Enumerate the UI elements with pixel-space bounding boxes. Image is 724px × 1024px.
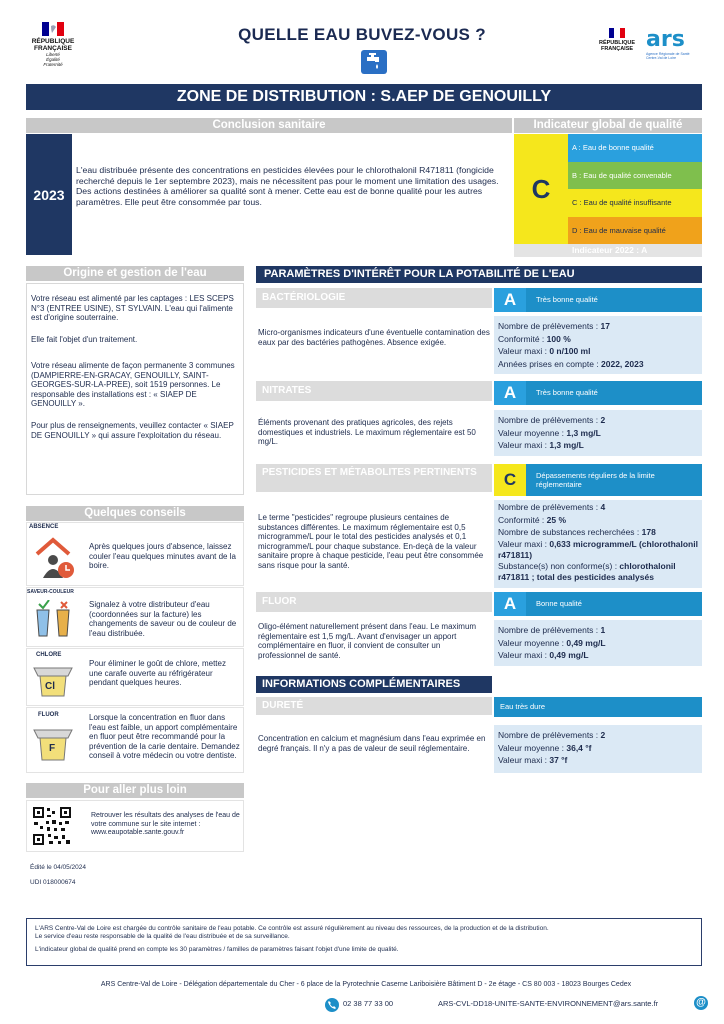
republique-line2: FRANÇAISE xyxy=(34,45,72,52)
motto-3: Fraternité xyxy=(43,62,63,67)
chlore-icon-letters: Cl xyxy=(45,681,55,692)
udi-code: UDI 018000674 xyxy=(30,879,76,886)
pesticides-title: PESTICIDES ET MÉTABOLITES PERTINENTS xyxy=(256,464,492,492)
tip-saveur-text: Signalez à votre distributeur d'eau (coordonnées sur la facture) les changements de saveur ou de couleur de l'eau distribuée. xyxy=(89,600,237,638)
marianne-small-icon xyxy=(609,28,625,38)
pesticides-line-4: Valeur maxi : 0,633 microgramme/L (chlorothalonil r471811) xyxy=(498,538,698,560)
further-header: Pour aller plus loin xyxy=(26,783,244,798)
tip-chlore-text: Pour éliminer le goût de chlore, mettez une carafe ouverte au réfrigérateur pendant quelques heures. xyxy=(89,659,226,687)
edited-date: Édité le 04/05/2024 xyxy=(30,864,87,871)
ars-logo-text: ars xyxy=(646,27,685,52)
tip-saveur-label: SAVEUR-COULEUR xyxy=(27,589,74,595)
nitrates-title: NITRATES xyxy=(256,381,492,401)
logo-republique-right xyxy=(596,28,638,52)
fluor-icon-letter: F xyxy=(49,743,56,754)
qr-code-icon[interactable] xyxy=(32,806,72,846)
tip-chlore-label: CHLORE xyxy=(36,652,62,658)
phone-icon xyxy=(325,998,339,1012)
fluor-description: Oligo-élément naturellement présent dans l'eau. Le maximum réglementaire est 1,5 mg/L. Avant d'envisager un apport complémentaire en fluor, il convient de consulter un professionnel de santé. xyxy=(258,622,477,660)
origin-p4: Pour plus de renseignements, veuillez contacter « SIAEP DE GENOUILLY » qui assure l'exploitation du réseau. xyxy=(31,421,234,440)
fluor-line-1: Nombre de prélèvements : 1 xyxy=(498,625,606,635)
fluor-values xyxy=(494,620,702,666)
bacterio-grade-box xyxy=(494,288,526,312)
ars-logo-subtext: Agence Régionale de Santé Centre-Val de Loire xyxy=(646,52,690,60)
bacterio-qualifier: Très bonne qualité xyxy=(526,288,702,312)
house-clock-icon xyxy=(33,534,77,580)
tip-fluor-text: Lorsque la concentration en fluor dans l'eau est faible, un apport complémentaire en fluor peut être recommandé pour la prévention de la carie dentaire. Demandez conseil à votre médecin ou votre dentiste. xyxy=(89,713,240,760)
tip-absence-label: ABSENCE xyxy=(29,524,59,530)
complementary-header: INFORMATIONS COMPLÉMENTAIRES xyxy=(256,676,492,693)
pesticides-line-5: Substance(s) non conforme(s) : chlorothalonil r471811 ; total des pesticides analysés xyxy=(498,560,676,582)
footer-line-2: Le service d'eau reste responsable de la qualité de l'eau distribuée et de sa surveillance. xyxy=(35,933,290,940)
indicator-legend xyxy=(568,134,702,244)
fluor-qualifier: Bonne qualité xyxy=(526,592,702,616)
pesticides-line-1: Nombre de prélèvements : 4 xyxy=(498,502,606,512)
legend-b-label: B : Eau de qualité convenable xyxy=(572,170,672,180)
indicator-header: Indicateur global de qualité xyxy=(514,118,702,133)
durete-line-3: Valeur maxi : 37 °f xyxy=(498,755,568,765)
nitrates-line-1: Nombre de prélèvements : 2 xyxy=(498,415,606,425)
legend-b xyxy=(568,162,702,190)
bacterio-grade: A xyxy=(503,290,517,309)
bacterio-description: Micro-organismes indicateurs d'une éventuelle contamination des eaux par des bactéries pathogènes. Absence exigée. xyxy=(258,328,490,347)
water-tap-icon xyxy=(361,50,387,74)
motto-2: Égalité xyxy=(46,57,60,62)
pesticides-grade: C xyxy=(503,470,517,489)
nitrates-description: Éléments provenant des pratiques agricoles, des rejets domestiques et industriels. Le maximum réglementaire est 50 mg/L. xyxy=(258,418,476,446)
bacterio-line-2: Conformité : 100 % xyxy=(498,333,571,344)
nitrates-line-2: Valeur moyenne : 1,3 mg/L xyxy=(498,427,601,438)
conclusion-text: L'eau distribuée présente des concentrations en pesticides élevées pour le chlorothalonil R471811 (fongicide recherché depuis le 1er septembre 2023), mais ne nécessitent pas pour le moment une limitation des usages. Des actions destinées à améliorer sa qualité sont à mener. Cette eau est de bonne qualité pour les autres paramètres. Elle peut être consommée par tous. xyxy=(76,165,499,207)
fluor-grade: A xyxy=(503,594,517,613)
conclusion-header: Conclusion sanitaire xyxy=(26,118,512,133)
conclusion-year: 2023 xyxy=(26,134,72,255)
footer-address: ARS Centre-Val de Loire - Délégation départementale du Cher - 6 place de la Pyrotechnie Caserne Lariboisière Bâtiment D - 2e étage - CS 80 003 - 18023 Bourges Cedex xyxy=(100,981,632,988)
legend-a-label: A : Eau de bonne qualité xyxy=(572,143,654,153)
footer-info-box xyxy=(26,918,702,966)
pesticides-qualifier: Dépassements réguliers de la limite réglementaire xyxy=(526,464,702,496)
indicator-grade-box xyxy=(514,134,568,244)
legend-a xyxy=(568,134,702,162)
legend-d-label: D : Eau de mauvaise qualité xyxy=(572,225,666,235)
tip-absence-text: Après quelques jours d'absence, laissez couler l'eau quelques minutes avant de la boire. xyxy=(89,542,236,570)
bacterio-line-1: Nombre de prélèvements : 17 xyxy=(498,321,610,331)
nitrates-qualifier: Très bonne qualité xyxy=(526,381,702,405)
durete-line-2: Valeur moyenne : 36,4 °f xyxy=(498,742,592,753)
footer-phone[interactable]: 02 38 77 33 00 xyxy=(343,999,394,1008)
nitrates-grade: A xyxy=(503,383,517,402)
footer-line-1: L'ARS Centre-Val de Loire est chargée du contrôle sanitaire de l'eau potable. Ce contrôle est assuré régulièrement au niveau des ressources, de la production et de la distribution. xyxy=(35,925,549,932)
tip-fluor-label: FLUOR xyxy=(38,712,59,718)
zone-title: ZONE DE DISTRIBUTION : S.AEP DE GENOUILLY xyxy=(26,84,702,110)
pesticides-grade-box xyxy=(494,464,526,496)
page-title: QUELLE EAU BUVEZ-VOUS ? xyxy=(238,25,486,44)
republique-line1: RÉPUBLIQUE xyxy=(31,38,75,45)
fluor-title: FLUOR xyxy=(256,592,492,612)
footer-email[interactable]: ARS-CVL-DD18-UNITE-SANTE-ENVIRONNEMENT@ars.sante.fr xyxy=(438,999,659,1008)
bacterio-line-3: Valeur maxi : 0 n/100 ml xyxy=(498,346,591,356)
origin-header: Origine et gestion de l'eau xyxy=(26,266,244,281)
nitrates-line-3: Valeur maxi : 1,3 mg/L xyxy=(498,440,584,450)
fluor-line-3: Valeur maxi : 0,49 mg/L xyxy=(498,650,589,660)
glasses-icon xyxy=(31,600,75,642)
fluor-icon xyxy=(32,724,74,764)
nitrates-values xyxy=(494,410,702,456)
fluor-line-2: Valeur moyenne : 0,49 mg/L xyxy=(498,637,606,648)
pesticides-description: Le terme "pesticides" regroupe plusieurs centaines de substances différentes. Le maximum réglementaire est 0,5 microgramme/L pour le total des pesticides analysés et 0,1 microgramme/L pour chaque substance. En-deçà de la valeur sanitaire propre à chaque pesticide, l'eau peut être consommée sans risque pour la santé. xyxy=(258,513,484,570)
legend-c-label: C : Eau de qualité insuffisante xyxy=(572,198,672,208)
params-header: PARAMÈTRES D'INTÉRÊT POUR LA POTABILITÉ DE L'EAU xyxy=(256,266,702,283)
pesticides-line-2: Conformité : 25 % xyxy=(498,514,567,525)
footer-line-3: L'indicateur global de qualité prend en compte les 30 paramètres / familles de paramètres faisant l'objet d'une limite de qualité. xyxy=(35,946,399,953)
republique-right-line2: FRANÇAISE xyxy=(600,46,634,52)
origin-p1: Votre réseau est alimenté par les captages : LES SCEPS N°3 (ENTREE USINE), ST SYLVAIN. L'eau qui l'alimente est d'origine souterraine. xyxy=(31,294,234,322)
further-text: Retrouver les résultats des analyses de l'eau de votre commune sur le site internet : www.eaupotable.sante.gouv.fr xyxy=(91,812,240,836)
bacterio-line-4: Années prises en compte : 2022, 2023 xyxy=(498,358,644,369)
bacterio-title: BACTÉRIOLOGIE xyxy=(256,288,492,308)
pesticides-line-3: Nombre de substances recherchées : 178 xyxy=(498,527,656,537)
chlore-icon xyxy=(32,664,74,700)
republique-right-line1: RÉPUBLIQUE xyxy=(598,40,636,46)
tips-header: Quelques conseils xyxy=(26,506,244,521)
at-sign-icon: @ xyxy=(694,996,708,1010)
ars-logo xyxy=(646,28,706,68)
legend-d xyxy=(568,217,702,245)
indicator-previous: Indicateur 2022 : A xyxy=(514,244,702,257)
legend-c xyxy=(568,189,702,217)
durete-title: DURETÉ xyxy=(256,697,492,715)
bacterio-values xyxy=(494,316,702,374)
indicator-grade: C xyxy=(531,173,551,204)
durete-values xyxy=(494,725,702,773)
origin-p3: Votre réseau alimente de façon permanente 3 communes (DAMPIERRE-EN-GRACAY, GENOUILLY, SAINT-GEORGES-SUR-LA-PREE), soit 1519 personnes. Le responsable des installations est : « SIAEP DE GENOUILLY ». xyxy=(31,361,235,408)
durete-line-1: Nombre de prélèvements : 2 xyxy=(498,730,606,740)
durete-description: Concentration en calcium et magnésium dans l'eau exprimée en degré français. Il n'y a pas de valeur de seuil réglementaire. xyxy=(258,734,486,753)
durete-qualifier: Eau très dure xyxy=(494,697,702,717)
motto-1: Liberté xyxy=(46,52,60,57)
pesticides-values xyxy=(494,500,702,588)
nitrates-grade-box xyxy=(494,381,526,405)
origin-p2: Elle fait l'objet d'un traitement. xyxy=(31,335,138,344)
fluor-grade-box xyxy=(494,592,526,616)
